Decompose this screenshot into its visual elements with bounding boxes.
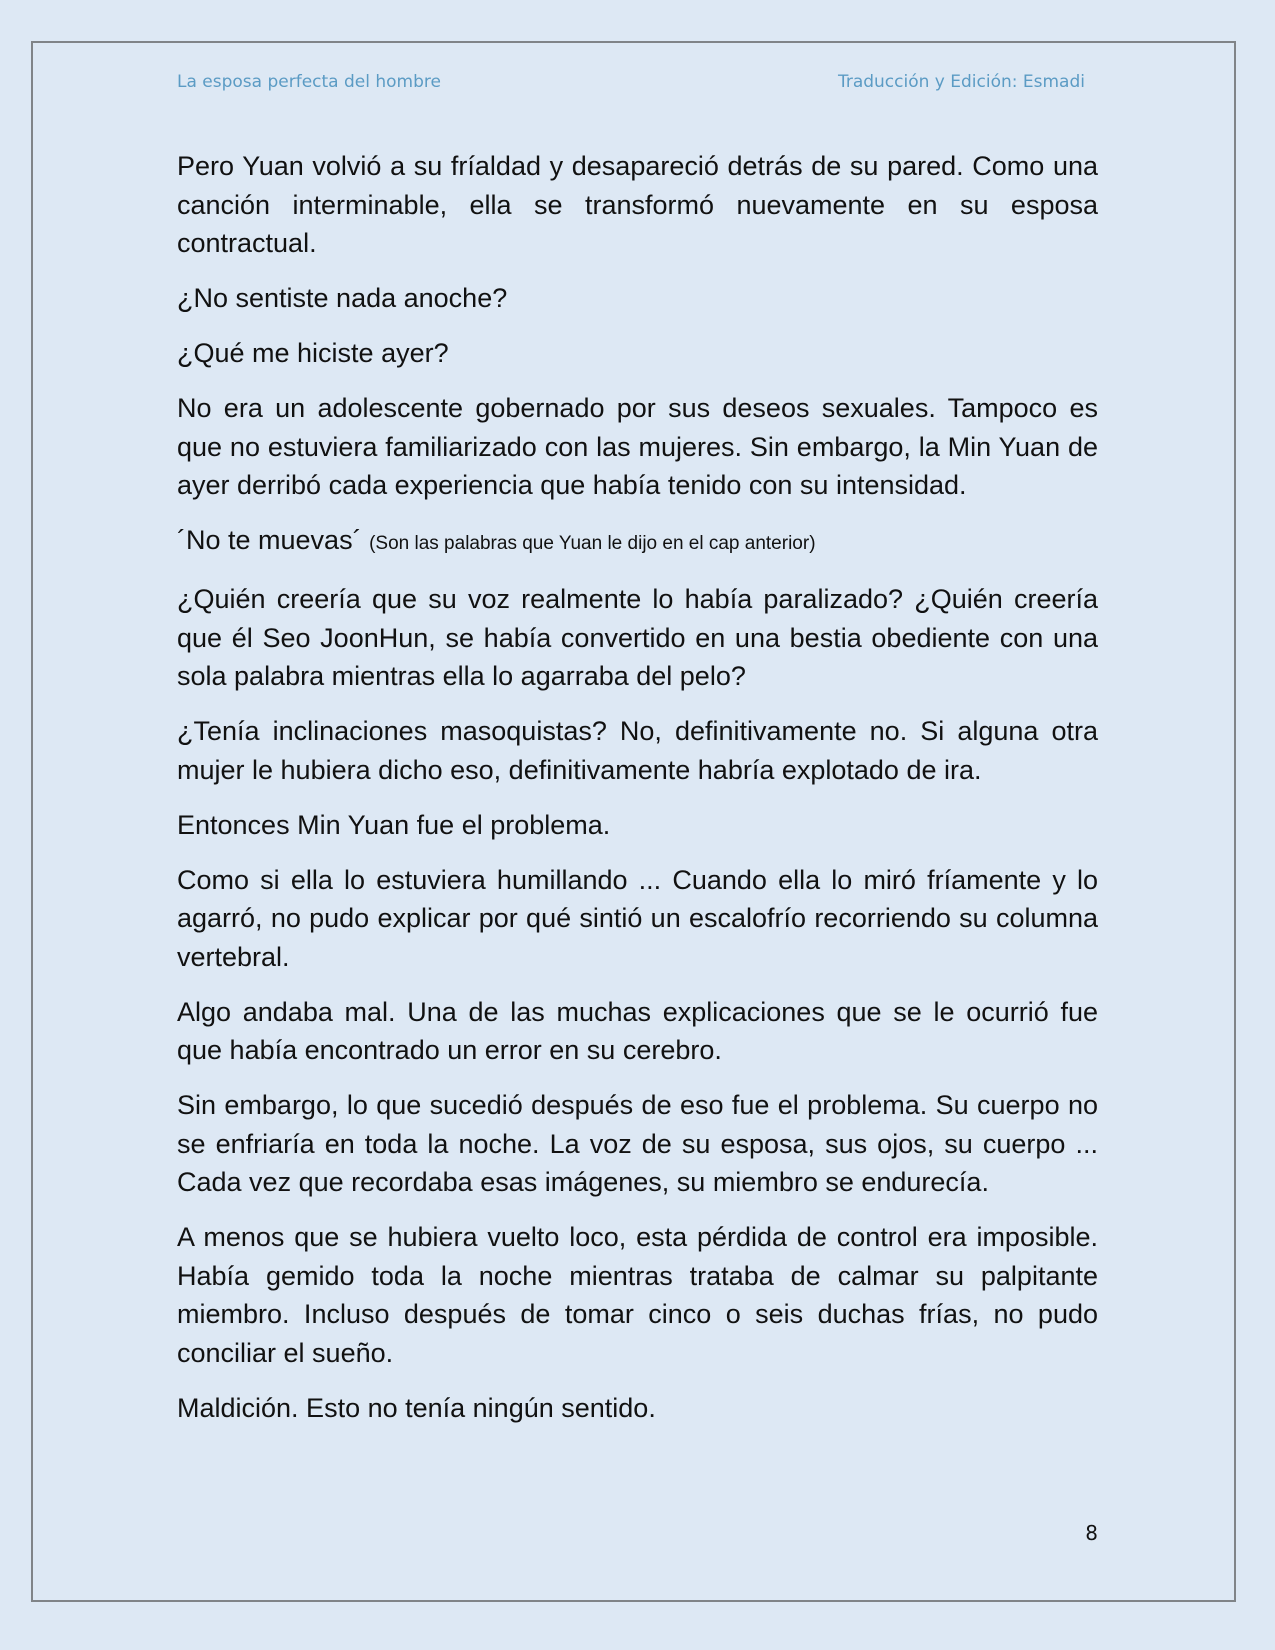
running-header [177, 72, 1085, 102]
paragraph: Algo andaba mal. Una de las muchas explicaciones que se le ocurrió fue que había encontrado un error en su cerebro. [177, 996, 1098, 1065]
translator-note: (Son las palabras que Yuan le dijo en el cap anterior) [369, 533, 816, 554]
paragraph: Sin embargo, lo que sucedió después de eso fue el problema. Su cuerpo no se enfriaría en toda la noche. La voz de su esposa, sus ojos, su cuerpo ... Cada vez que recordaba esas imágenes, su miembro se endurecía. [177, 1090, 1098, 1197]
paragraph-with-note [177, 521, 1098, 564]
page-number: 8 [1085, 1521, 1098, 1545]
paragraph: ¿No sentiste nada anoche? [177, 283, 508, 313]
paragraph: Maldición. Esto no tenía ningún sentido. [177, 1392, 656, 1423]
paragraph: ¿Quién creería que su voz realmente lo había paralizado? ¿Quién creería que él Seo JoonHun, se había convertido en una bestia obediente con una sola palabra mientras ella lo agarraba del pelo? [177, 584, 1098, 691]
paragraph: Pero Yuan volvió a su fríaldad y desapareció detrás de su pared. Como una canción interminable, ella se transformó nuevamente en su esposa contractual. [177, 151, 1098, 258]
paragraph: ¿Qué me hiciste ayer? [177, 338, 449, 368]
header-book-title: La esposa perfecta del hombre [177, 72, 441, 92]
paragraph: ¿Tenía inclinaciones masoquistas? No, definitivamente no. Si alguna otra mujer le hubiera dicho eso, definitivamente habría explotado de ira. [177, 716, 1098, 785]
quoted-phrase: ´No te muevas´ [177, 525, 362, 555]
paragraph: Como si ella lo estuviera humillando ... Cuando ella lo miró fríamente y lo agarró, no pudo explicar por qué sintió un escalofrío recorriendo su columna vertebral. [177, 864, 1098, 972]
paragraph: A menos que se hubiera vuelto loco, esta pérdida de control era imposible. Había gemido toda la noche mientras trataba de calmar su palpitante miembro. Incluso después de tomar cinco o seis duchas frías, no pudo conciliar el sueño. [177, 1222, 1098, 1368]
header-translation-credit: Traducción y Edición: Esmadi [837, 72, 1085, 92]
paragraph: Entonces Min Yuan fue el problema. [177, 809, 611, 840]
document-body [177, 147, 1098, 1444]
paragraph: No era un adolescente gobernado por sus deseos sexuales. Tampoco es que no estuviera familiarizado con las mujeres. Sin embargo, la Min Yuan de ayer derribó cada experiencia que había tenido con su intensidad. [177, 393, 1098, 500]
